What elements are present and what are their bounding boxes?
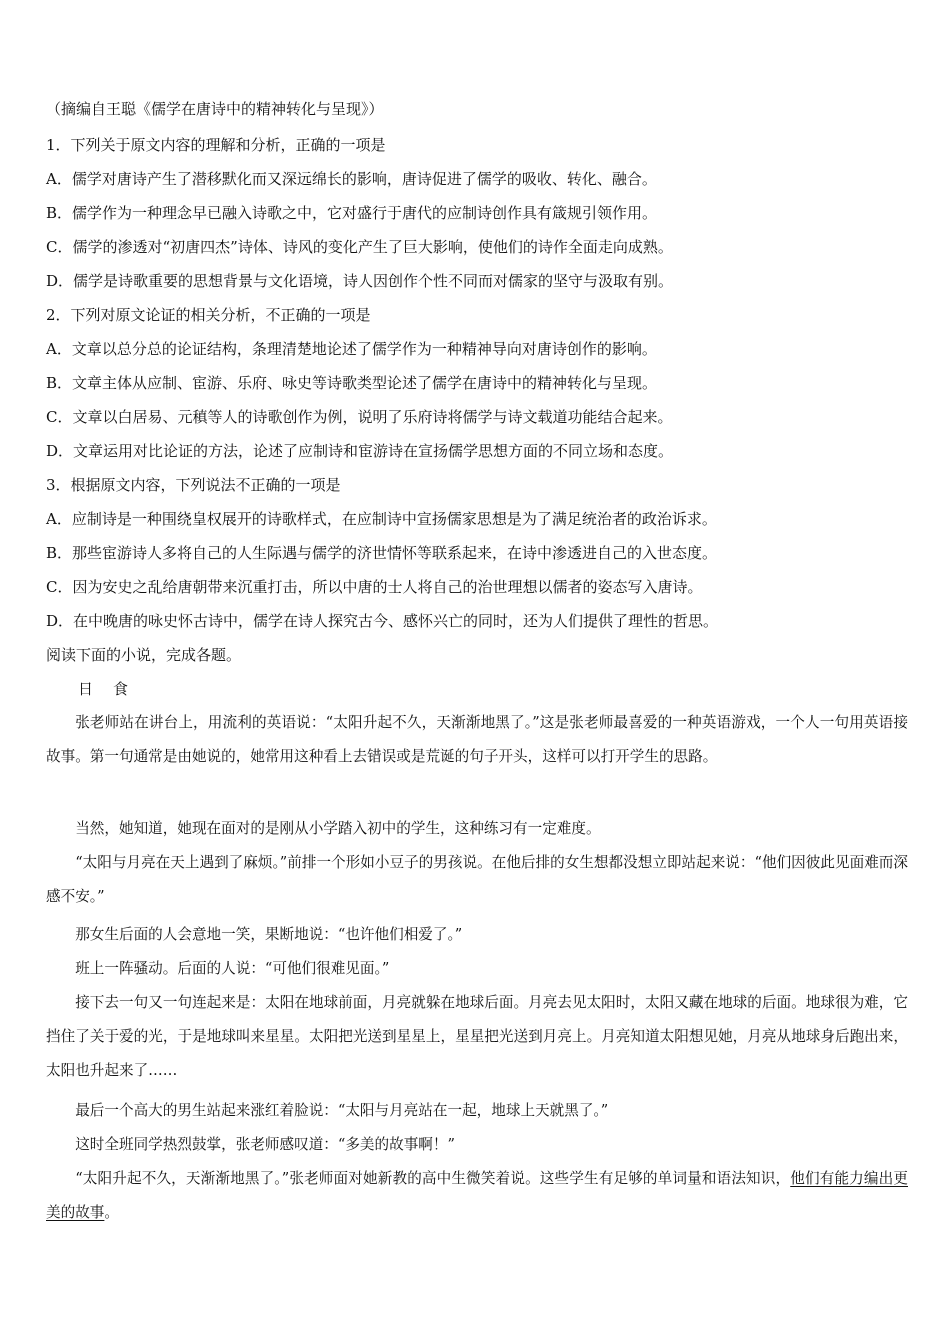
question-3-option-c: C．因为安史之乱给唐朝带来沉重打击，所以中唐的士人将自己的治世理想以儒者的姿态写入唐诗。 bbox=[46, 578, 703, 596]
story-paragraph: 这时全班同学热烈鼓掌，张老师感叹道：“多美的故事啊！” bbox=[75, 1136, 455, 1153]
question-1-stem: 1．下列关于原文内容的理解和分析，正确的一项是 bbox=[46, 136, 386, 154]
question-2-option-c: C．文章以白居易、元稹等人的诗歌创作为例，说明了乐府诗将儒学与诗文载道功能结合起来。 bbox=[46, 408, 673, 426]
question-3-option-a: A．应制诗是一种围绕皇权展开的诗歌样式，在应制诗中宣扬儒家思想是为了满足统治者的政治诉求。 bbox=[46, 510, 717, 528]
question-2-option-b: B．文章主体从应制、宦游、乐府、咏史等诗歌类型论述了儒学在唐诗中的精神转化与呈现。 bbox=[46, 374, 658, 392]
story-paragraph: 当然，她知道，她现在面对的是刚从小学踏入初中的学生，这种练习有一定难度。 bbox=[75, 820, 601, 837]
question-1-option-b: B．儒学作为一种理念早已融入诗歌之中，它对盛行于唐代的应制诗创作具有箴规引领作用。 bbox=[46, 204, 658, 222]
reading-instruction: 阅读下面的小说，完成各题。 bbox=[46, 646, 242, 664]
story-paragraph: 接下去一句又一句连起来是：太阳在地球前面，月亮就躲在地球后面。月亮去见太阳时，太阳又藏在地球的后面。地球很为难，它挡住了关于爱的光，于是地球叫来星星。太阳把光送到星星上，星星把光送到月亮上。月亮知道太阳想见她，月亮从地球身后跑出来，太阳也升起来了…… bbox=[46, 994, 908, 1079]
question-1-option-d: D．儒学是诗歌重要的思想背景与文化语境，诗人因创作个性不同而对儒家的坚守与汲取有别。 bbox=[46, 272, 674, 290]
question-2-option-a: A．文章以总分总的论证结构，条理清楚地论述了儒学作为一种精神导向对唐诗创作的影响。 bbox=[46, 340, 657, 358]
story-paragraph: 班上一阵骚动。后面的人说：“可他们很难见面。” bbox=[75, 960, 390, 977]
story-paragraph-last: “太阳升起不久，天渐渐地黑了。”张老师面对她新教的高中生微笑着说。这些学生有足够的单词量和语法知识，他们有能力编出更美的故事。 bbox=[46, 1170, 908, 1221]
story-paragraph: 张老师站在讲台上，用流利的英语说：“太阳升起不久，天渐渐地黑了。”这是张老师最喜爱的一种英语游戏，一个人一句用英语接故事。第一句通常是由她说的，她常用这种看上去错误或是荒诞的句子开头，这样可以打开学生的思路。 bbox=[46, 714, 908, 765]
question-3-option-b: B．那些宦游诗人多将自己的人生际遇与儒学的济世情怀等联系起来，在诗中渗透进自己的入世态度。 bbox=[46, 544, 718, 562]
source-citation: （摘编自王聪《儒学在唐诗中的精神转化与呈现》） bbox=[46, 100, 384, 118]
story-paragraph: “太阳与月亮在天上遇到了麻烦。”前排一个形如小豆子的男孩说。在他后排的女生想都没想立即站起来说：“他们因彼此见面难而深感不安。” bbox=[46, 854, 908, 905]
underlined-phrase: 他们有能力编出更美的故事 bbox=[46, 1170, 908, 1221]
question-1-option-c: C．儒学的渗透对“初唐四杰”诗体、诗风的变化产生了巨大影响，使他们的诗作全面走向成熟。 bbox=[46, 238, 673, 256]
question-3-option-d: D．在中晚唐的咏史怀古诗中，儒学在诗人探究古今、感怀兴亡的同时，还为人们提供了理性的哲思。 bbox=[46, 612, 719, 630]
question-3-stem: 3．根据原文内容，下列说法不正确的一项是 bbox=[46, 476, 341, 494]
story-paragraph-text: “太阳升起不久，天渐渐地黑了。”张老师面对她新教的高中生微笑着说。这些学生有足够的单词量和语法知识， bbox=[75, 1170, 791, 1187]
story-paragraph: 那女生后面的人会意地一笑，果断地说：“也许他们相爱了。” bbox=[75, 926, 463, 943]
story-paragraph: 最后一个高大的男生站起来涨红着脸说：“太阳与月亮站在一起，地球上天就黑了。” bbox=[75, 1102, 609, 1119]
story-title: 日食 bbox=[78, 680, 149, 698]
question-1-option-a: A．儒学对唐诗产生了潜移默化而又深远绵长的影响，唐诗促进了儒学的吸收、转化、融合。 bbox=[46, 170, 657, 188]
question-2-stem: 2．下列对原文论证的相关分析，不正确的一项是 bbox=[46, 306, 371, 324]
question-2-option-d: D．文章运用对比论证的方法，论述了应制诗和宦游诗在宣扬儒学思想方面的不同立场和态度。 bbox=[46, 442, 674, 460]
